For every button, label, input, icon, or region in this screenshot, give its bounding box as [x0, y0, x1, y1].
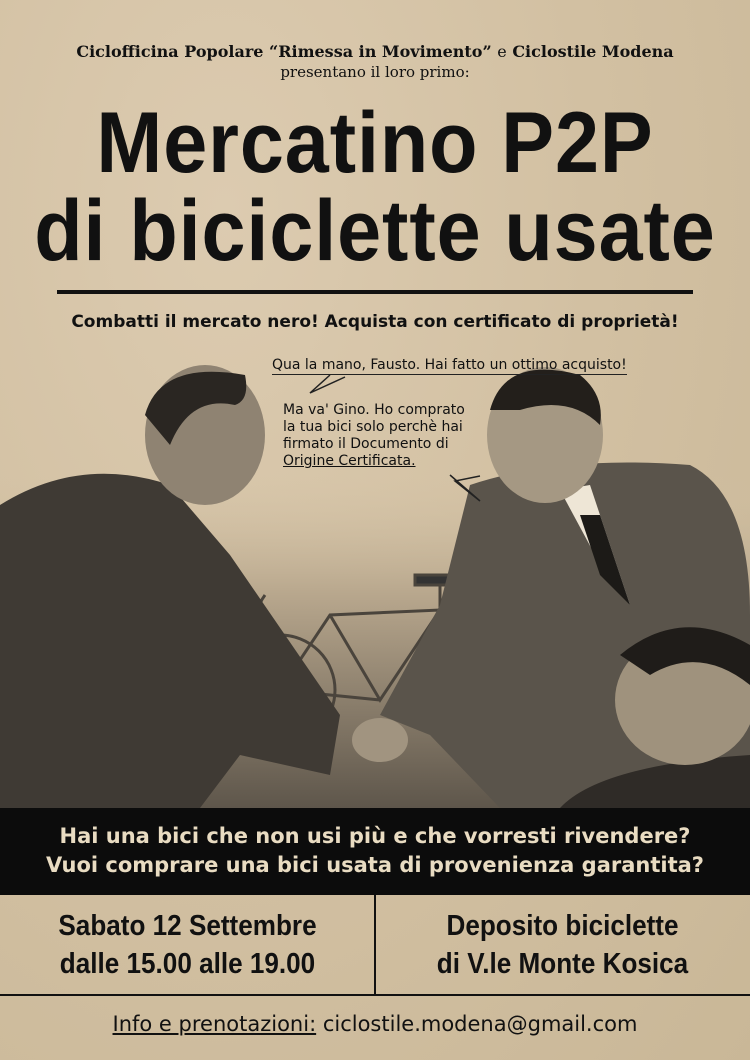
event-date: Sabato 12 Settembre	[58, 910, 317, 942]
title-line-1: Mercatino P2P	[96, 95, 654, 191]
title-line-2: di biciclette usate	[34, 183, 716, 279]
questions-band	[0, 808, 750, 895]
organizer-1: Ciclofficina Popolare “Rimessa in Movimento”	[76, 42, 492, 61]
bubble-2-line: Ma va' Gino. Ho comprato	[283, 402, 465, 418]
vertical-divider	[374, 895, 376, 995]
event-when	[19, 895, 357, 995]
event-time: dalle 15.00 alle 19.00	[59, 948, 316, 980]
conjunction: e	[497, 42, 507, 61]
event-venue: Deposito biciclette	[446, 910, 679, 942]
contact-email[interactable]: ciclostile.modena@gmail.com	[322, 1012, 638, 1036]
horizontal-divider	[0, 994, 750, 996]
bubble-2-line: la tua bici solo perchè hai	[283, 419, 463, 435]
bubble-2-line: firmato il Documento di	[283, 436, 449, 452]
question-1: Hai una bici che non usi più e che vorresti rivendere?	[59, 824, 691, 848]
bubble-1-tail	[310, 375, 345, 393]
speech-bubble-1: Qua la mano, Fausto. Hai fatto un ottimo acquisto!	[272, 357, 627, 373]
title-divider	[57, 290, 693, 294]
slogan: Combatti il mercato nero! Acquista con certificato di proprietà!	[71, 312, 679, 332]
speech-bubble-2	[283, 402, 498, 470]
organizer-2: Ciclostile Modena	[512, 42, 674, 61]
organizers	[0, 42, 750, 61]
contact-label: Info e prenotazioni:	[112, 1012, 317, 1036]
handshake	[352, 718, 408, 762]
question-2: Vuoi comprare una bici usata di provenienza garantita?	[46, 853, 704, 877]
event-address: di V.le Monte Kosica	[436, 948, 689, 980]
bubble-2-line-underlined: Origine Certificata.	[283, 453, 416, 469]
contact-info	[0, 1012, 750, 1036]
presents-text: presentano il loro primo:	[280, 63, 470, 81]
event-where	[394, 895, 732, 995]
